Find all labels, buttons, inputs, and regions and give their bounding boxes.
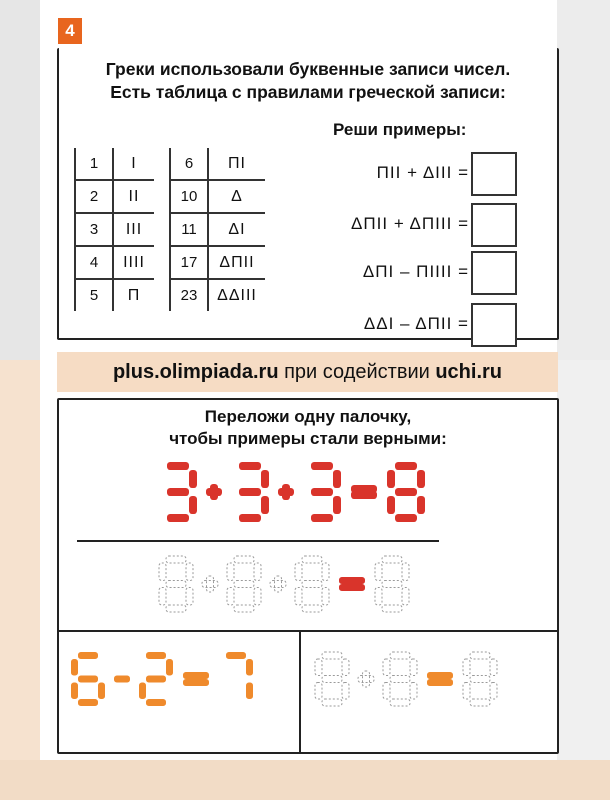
table-symbol: Δ	[208, 180, 265, 213]
matchstick-segment	[166, 581, 186, 588]
table-row	[75, 246, 154, 279]
matchstick-drawing	[59, 400, 557, 752]
answer-template-2	[315, 652, 497, 706]
matchstick-segment	[322, 652, 342, 659]
solve-title: Реши примеры:	[333, 120, 467, 139]
answer-box-4[interactable]	[471, 303, 517, 347]
table-row	[170, 213, 265, 246]
equals-top-stick	[339, 577, 365, 584]
matchstick-segment	[382, 605, 402, 612]
matchstick-segment	[402, 588, 409, 606]
matchstick-segment	[382, 556, 402, 563]
plus-vertical-stick	[275, 576, 282, 592]
intro-line-2: Есть таблица с правилами греческой записи:	[110, 82, 506, 102]
table-symbol: ΙΙΙ	[113, 213, 154, 246]
table-row	[75, 279, 154, 311]
example-1: ΠΙΙ + ΔΙΙΙ =	[376, 163, 469, 182]
plus-horizontal-stick	[202, 581, 218, 588]
matchstick-segment	[227, 563, 234, 581]
matchstick-segment	[254, 563, 261, 581]
matchstick-segment	[463, 683, 470, 700]
table-row	[75, 180, 154, 213]
matchstick-segment	[239, 514, 261, 522]
matchstick-segment	[226, 652, 246, 659]
table-symbol: ΔΔΙΙΙ	[217, 286, 257, 304]
answer-template-1	[159, 556, 409, 612]
table-symbol: ΠΙ	[208, 148, 265, 180]
example-2: ΔΠΙΙ + ΔΠΙΙΙ =	[351, 214, 469, 233]
matchstick-segment	[159, 588, 166, 606]
matchstick-segment	[375, 588, 382, 606]
divider-line	[299, 630, 301, 752]
matchstick-segment	[302, 605, 322, 612]
matchstick-segment	[402, 563, 409, 581]
task-line-2: чтобы примеры стали верными:	[169, 429, 447, 448]
plus-horizontal-stick	[270, 581, 286, 588]
matchstick-segment	[383, 659, 390, 676]
matchstick-segment	[315, 659, 322, 676]
plus-vertical-stick	[282, 484, 290, 500]
matchstick-segment	[78, 676, 98, 683]
matchstick-segment	[159, 563, 166, 581]
matchstick-segment	[246, 659, 253, 676]
table-number: 3	[75, 213, 113, 246]
site-link-uchi[interactable]: uchi.ru	[435, 360, 503, 383]
matchstick-segment	[295, 588, 302, 606]
equals-bottom-stick	[183, 679, 209, 686]
table-row	[170, 279, 265, 311]
plus-vertical-stick	[207, 576, 214, 592]
matchstick-segment	[387, 496, 395, 514]
table-number: 23	[170, 279, 208, 311]
matchstick-segment	[186, 588, 193, 606]
matchstick-segment	[375, 563, 382, 581]
matchstick-segment	[234, 581, 254, 588]
matchstick-segment	[239, 488, 261, 496]
table-number: 1	[75, 148, 113, 180]
matchstick-segment	[315, 683, 322, 700]
matchstick-segment	[189, 496, 197, 514]
intro-line-1: Греки использовали буквенные записи чисел.	[105, 59, 511, 79]
matchstick-segment	[417, 470, 425, 488]
table-number: 10	[170, 180, 208, 213]
answer-box-3[interactable]	[471, 251, 517, 295]
page-margin-bottom	[0, 760, 610, 800]
site-link-olimpiada[interactable]: plus.olimpiada.ru	[112, 360, 279, 383]
matchstick-segment	[322, 699, 342, 706]
matchstick-segment	[302, 581, 322, 588]
matchstick-segment	[239, 462, 261, 470]
matchstick-segment	[227, 588, 234, 606]
matchstick-segment	[234, 605, 254, 612]
example-4: ΔΔΙ – ΔΠΙΙ =	[363, 314, 469, 333]
answer-box-1[interactable]	[471, 152, 517, 196]
matchstick-segment	[390, 652, 410, 659]
table-row	[170, 148, 265, 180]
table-symbol: ΔΙ	[208, 213, 265, 246]
page-margin-right-bottom	[557, 360, 610, 800]
greek-table-right	[169, 148, 265, 311]
table-symbol: ΙΙ	[113, 180, 154, 213]
matchstick-segment	[78, 699, 98, 706]
matchstick-segment	[342, 659, 349, 676]
banner-middle-text: при содействии	[278, 360, 436, 383]
sponsor-banner	[57, 352, 558, 392]
intro-text	[59, 58, 557, 104]
matchstick-segment	[311, 462, 333, 470]
matchstick-segment	[410, 683, 417, 700]
table-row	[170, 246, 265, 279]
equals-top-stick	[427, 672, 453, 679]
matchstick-segment	[254, 588, 261, 606]
page-margin-left-bottom	[0, 360, 40, 800]
task-line-1: Переложи одну палочку,	[204, 407, 412, 426]
matchstick-segment	[167, 488, 189, 496]
matchstick-segment	[246, 683, 253, 700]
matchstick-segment	[322, 563, 329, 581]
puzzle-2-equation	[71, 652, 253, 706]
matchstick-segment	[322, 588, 329, 606]
matchstick-segment	[186, 563, 193, 581]
table-number: 2	[75, 180, 113, 213]
equals-bottom-stick	[351, 491, 377, 499]
matchstick-segment	[146, 652, 166, 659]
matchstick-segment	[311, 488, 333, 496]
answer-box-2[interactable]	[471, 203, 517, 247]
matchstick-segment	[333, 470, 341, 488]
matchstick-segment	[470, 652, 490, 659]
table-symbol: ΙΙΙΙ	[113, 246, 154, 279]
table-row	[75, 148, 154, 180]
matchstick-segment	[395, 514, 417, 522]
matchstick-segment	[410, 659, 417, 676]
table-number: 11	[170, 213, 208, 246]
table-row	[75, 213, 154, 246]
table-symbol: Π	[127, 286, 141, 304]
example-3: ΔΠΙ – ΠΙΙΙΙ =	[362, 262, 469, 281]
matchstick-segment	[166, 659, 173, 676]
matchstick-segment	[390, 676, 410, 683]
page-margin-right	[557, 0, 610, 360]
table-number: 17	[170, 246, 208, 279]
matchstick-segment	[390, 699, 410, 706]
puzzle-1-equation	[167, 462, 425, 522]
matchstick-segment	[261, 470, 269, 488]
table-row	[170, 180, 265, 213]
matchstick-segment	[490, 659, 497, 676]
matchstick-segment	[234, 556, 254, 563]
matchstick-segment	[167, 514, 189, 522]
divider-line	[59, 630, 557, 632]
table-number: 4	[75, 246, 113, 279]
table-symbol: Ι	[113, 148, 154, 180]
matchstick-segment	[71, 683, 78, 700]
matchstick-segment	[295, 563, 302, 581]
matchstick-segment	[322, 676, 342, 683]
matchstick-segment	[139, 683, 146, 700]
plus-vertical-stick	[210, 484, 218, 500]
equals-top-stick	[183, 672, 209, 679]
matchstick-segment	[470, 676, 490, 683]
matchstick-segment	[78, 652, 98, 659]
greek-numbers-panel	[57, 48, 559, 340]
matchstick-segment	[395, 488, 417, 496]
matchstick-segment	[166, 605, 186, 612]
matchstick-segment	[167, 462, 189, 470]
matchstick-segment	[146, 699, 166, 706]
matchstick-segment	[417, 496, 425, 514]
page-number-badge: 4	[58, 18, 82, 44]
equals-bottom-stick	[339, 584, 365, 591]
table-number: 5	[75, 279, 113, 311]
matchstick-segment	[302, 556, 322, 563]
divider-line	[77, 540, 439, 542]
greek-table-left	[74, 148, 154, 311]
equals-bottom-stick	[427, 679, 453, 686]
matchstick-segment	[311, 514, 333, 522]
matchstick-segment	[98, 683, 105, 700]
matchstick-segment	[490, 683, 497, 700]
matchstick-segment	[463, 659, 470, 676]
matchstick-segment	[470, 699, 490, 706]
matchstick-segment	[146, 676, 166, 683]
matchstick-segment	[333, 496, 341, 514]
matchstick-segment	[342, 683, 349, 700]
minus-stick	[114, 676, 130, 683]
matchstick-segment	[382, 581, 402, 588]
matchstick-segment	[71, 659, 78, 676]
matchstick-panel	[57, 398, 559, 754]
plus-horizontal-stick	[358, 676, 374, 683]
matchstick-segment	[387, 470, 395, 488]
plus-vertical-stick	[363, 671, 370, 687]
matchstick-segment	[383, 683, 390, 700]
matchstick-segment	[166, 556, 186, 563]
table-symbol: ΔΠΙΙ	[208, 246, 265, 279]
matchstick-segment	[395, 462, 417, 470]
table-number: 6	[170, 148, 208, 180]
page-margin-left	[0, 0, 40, 360]
matchstick-segment	[261, 496, 269, 514]
matchstick-segment	[189, 470, 197, 488]
